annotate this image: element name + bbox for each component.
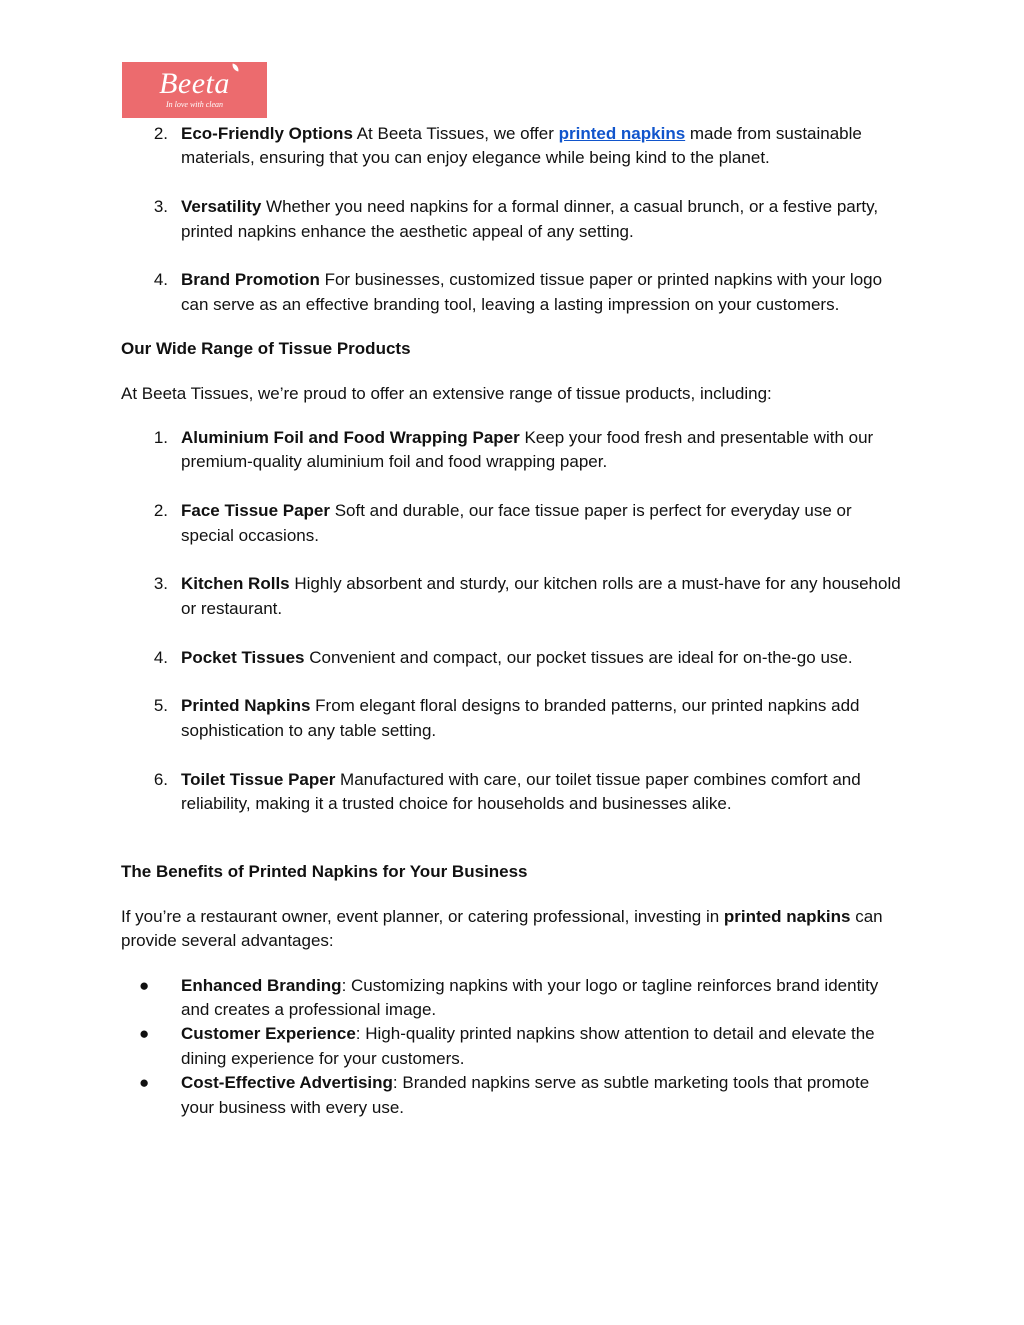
list-item-brand-promotion: 4. Brand Promotion For businesses, customized tissue paper or printed napkins with your logo can serve as an effective branding tool, leaving a lasting impression on your customers.: [0, 268, 1024, 317]
products-intro: At Beeta Tissues, we’re proud to offer an extensive range of tissue products, including:: [121, 383, 772, 403]
list-spacer: [0, 621, 1024, 645]
list-spacer: [0, 475, 1024, 499]
top-numbered-list: [0, 122, 1024, 317]
benefits-bullet-list: [0, 974, 1024, 1120]
list-spacer: [0, 670, 1024, 694]
bullet-item-title: Customer Experience: [181, 1024, 356, 1044]
list-spacer: [0, 244, 1024, 268]
logo-tagline: In love with clean: [165, 100, 224, 109]
list-number: 3.: [153, 574, 168, 594]
list-number: 3.: [153, 197, 168, 217]
list-item-title: Versatility: [181, 197, 262, 217]
printed-napkins-link[interactable]: printed napkins: [558, 124, 686, 143]
list-number: 4.: [153, 647, 168, 667]
list-item-face-tissue: 2. Face Tissue Paper Soft and durable, our face tissue paper is perfect for everyday use or special occasions.: [0, 499, 1024, 548]
list-item-title: Printed Napkins: [181, 696, 311, 716]
list-spacer: [0, 171, 1024, 195]
bullet-item-title: Enhanced Branding: [181, 975, 342, 995]
list-item-kitchen-rolls: 3. Kitchen Rolls Highly absorbent and sturdy, our kitchen rolls are a must-have for any household or restaurant.: [0, 572, 1024, 621]
bullet-item-enhanced-branding: ● Enhanced Branding: Customizing napkins with your logo or tagline reinforces brand identity and creates a professional image.: [139, 975, 879, 1020]
bullet-item-title: Cost-Effective Advertising: [181, 1073, 393, 1093]
list-number: 1.: [153, 428, 168, 448]
list-item-toilet-tissue: 6. Toilet Tissue Paper Manufactured with care, our toilet tissue paper combines comfort and reliability, making it a trusted choice for households and businesses alike.: [0, 768, 1024, 817]
list-item-versatility: 3. Versatility Whether you need napkins for a formal dinner, a casual brunch, or a festive party, printed napkins enhance the aesthetic appeal of any setting.: [0, 195, 1024, 244]
section-heading-products: Our Wide Range of Tissue Products: [121, 339, 411, 359]
bullet-item-customer-experience: ● Customer Experience: High-quality printed napkins show attention to detail and elevate the dining experience for your customers.: [139, 1024, 875, 1068]
list-number: 2.: [153, 124, 168, 143]
list-number: 6.: [153, 769, 168, 789]
bullet-icon: ●: [139, 1024, 150, 1044]
list-number: 5.: [153, 696, 168, 716]
list-item-title: Kitchen Rolls: [181, 574, 290, 594]
list-item-title: Aluminium Foil and Food Wrapping Paper: [181, 428, 520, 448]
list-number: 2.: [153, 501, 168, 521]
section-heading-benefits: The Benefits of Printed Napkins for Your Business: [121, 862, 528, 882]
list-item-title: Toilet Tissue Paper: [181, 769, 336, 789]
beeta-logo: [122, 62, 267, 118]
benefits-intro: If you’re a restaurant owner, event planner, or catering professional, investing in printed napkins can provide several advantages:: [121, 906, 883, 951]
bullet-item-cost-effective-advertising: ● Cost-Effective Advertising: Branded napkins serve as subtle marketing tools that promote your business with every use.: [139, 1073, 870, 1117]
list-item-eco-friendly: 2. Eco-Friendly Options At Beeta Tissues, we offer printed napkins made from sustainable materials, ensuring that you can enjoy elegance while being kind to the planet.: [0, 122, 1024, 171]
list-number: 4.: [153, 270, 168, 290]
list-item-title: Brand Promotion: [181, 270, 320, 290]
list-item-title: Pocket Tissues: [181, 647, 305, 667]
list-spacer: [0, 548, 1024, 572]
list-item-title: Face Tissue Paper: [181, 501, 330, 521]
products-numbered-list: [0, 426, 1024, 816]
list-item-printed-napkins: 5. Printed Napkins From elegant floral designs to branded patterns, our printed napkins add sophistication to any table setting.: [0, 694, 1024, 743]
list-spacer: [0, 743, 1024, 767]
logo-wordmark: Beeta: [159, 62, 230, 99]
printed-napkins-emphasis: printed napkins: [723, 906, 851, 926]
list-item-title: Eco-Friendly Options: [181, 124, 353, 143]
document-body: [0, 122, 1024, 1120]
list-item-pocket-tissues: 4. Pocket Tissues Convenient and compact, our pocket tissues are ideal for on-the-go use.: [0, 646, 1024, 670]
list-item-aluminium-foil: 1. Aluminium Foil and Food Wrapping Paper Keep your food fresh and presentable with our premium-quality aluminium foil and food wrapping paper.: [0, 426, 1024, 475]
leaf-icon: [231, 63, 239, 71]
bullet-icon: ●: [139, 975, 150, 995]
bullet-icon: ●: [139, 1073, 150, 1093]
